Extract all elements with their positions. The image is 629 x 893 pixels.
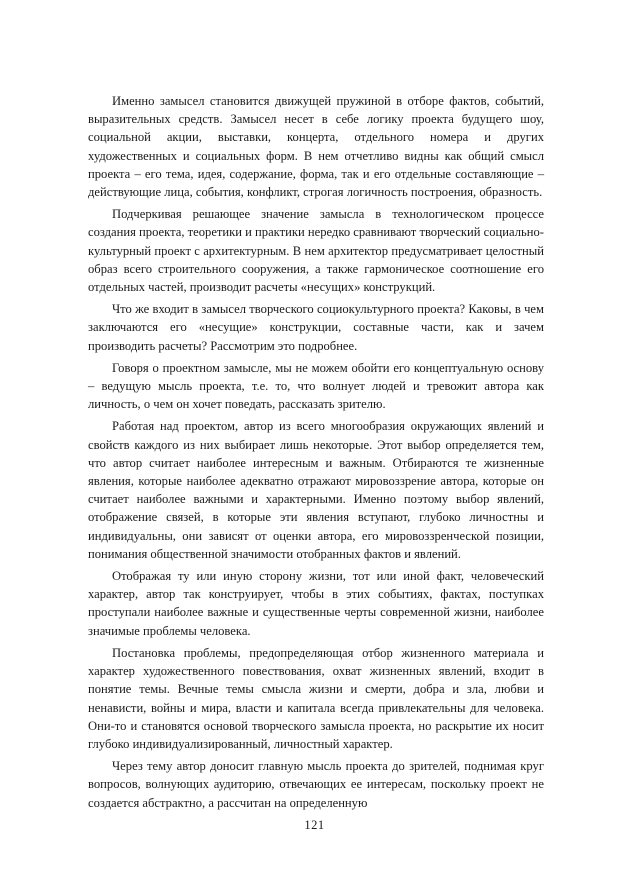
paragraph-8: Через тему автор доносит главную мысль проекта до зрителей, поднимая круг вопросов, волнующих аудиторию, отвечающих ее интересам, поскольку проект не создается абстрактно, а рассчитан на определенную (88, 759, 544, 810)
body-text (88, 92, 544, 816)
paragraph-4: Говоря о проектном замысле, мы не можем обойти его концептуальную основу – ведущую мысль проекта, т.е. то, что волнует людей и тревожит автора как личность, о чем он хочет поведать, рассказать зрителю. (88, 360, 544, 412)
paragraph-1: Именно замысел становится движущей пружиной в отборе фактов, событий, выразительных средств. Замысел несет в себе логику проекта будущего шоу, социальной акции, выставки, концерта, отдельного номера и других художественных и социальных форм. В нем отчетливо видны как общий смысл проекта – его тема, идея, содержание, форма, так и его отдельные составляющие – действующие лица, события, конфликт, строгая логичность построения, образность. (88, 94, 544, 200)
paragraph-3: Что же входит в замысел творческого социокультурного проекта? Каковы, в чем заключаются его «несущие» конструкции, составные части, как и зачем производить расчеты? Рассмотрим это подробнее. (88, 302, 544, 353)
paragraph-6: Отображая ту или иную сторону жизни, тот или иной факт, человеческий характер, автор так конструирует, чтобы в этих событиях, фактах, поступках проступали наиболее важные и существенные черты современной жизни, наиболее значимые проблемы человека. (88, 569, 544, 638)
paragraph-7: Постановка проблемы, предопределяющая отбор жизненного материала и характер художественного повествования, охват жизненных явлений, входит в понятие темы. Вечные темы смысла жизни и смерти, добра и зла, любви и ненависти, войны и мира, власти и капитала всегда привлекательны для человека. Они-то и становятся основой творческого замысла проекта, но раскрытие их носит глубоко индивидуализированный, личностный характер. (88, 645, 544, 751)
paragraph-5: Работая над проектом, автор из всего многообразия окружающих явлений и свойств каждого из них выбирает лишь некоторые. Этот выбор определяется тем, что автор считает наиболее интересным и важным. Отбираются те жизненные явления, которые наиболее адекватно отражают мировоззрение автора, которые он считает наиболее важными и характерными. Именно поэтому выбор явлений, отображение связей, в которые эти явления вступают, глубоко личностны и индивидуальны, они зависят от оценки автора, его мировоззренческой позиции, понимания общественной значимости отобранных фактов и явлений. (88, 419, 544, 561)
paragraph-2: Подчеркивая решающее значение замысла в технологическом процессе создания проекта, теоретики и практики нередко сравнивают творческий социально-культурный проект с архитектурным. В нем архитектор предусматривает целостный образ всего строительного сооружения, а также гармоническое соотношение его отдельных частей, производит расчеты «несущих» конструкций. (88, 207, 544, 295)
page-number: 121 (304, 818, 325, 832)
